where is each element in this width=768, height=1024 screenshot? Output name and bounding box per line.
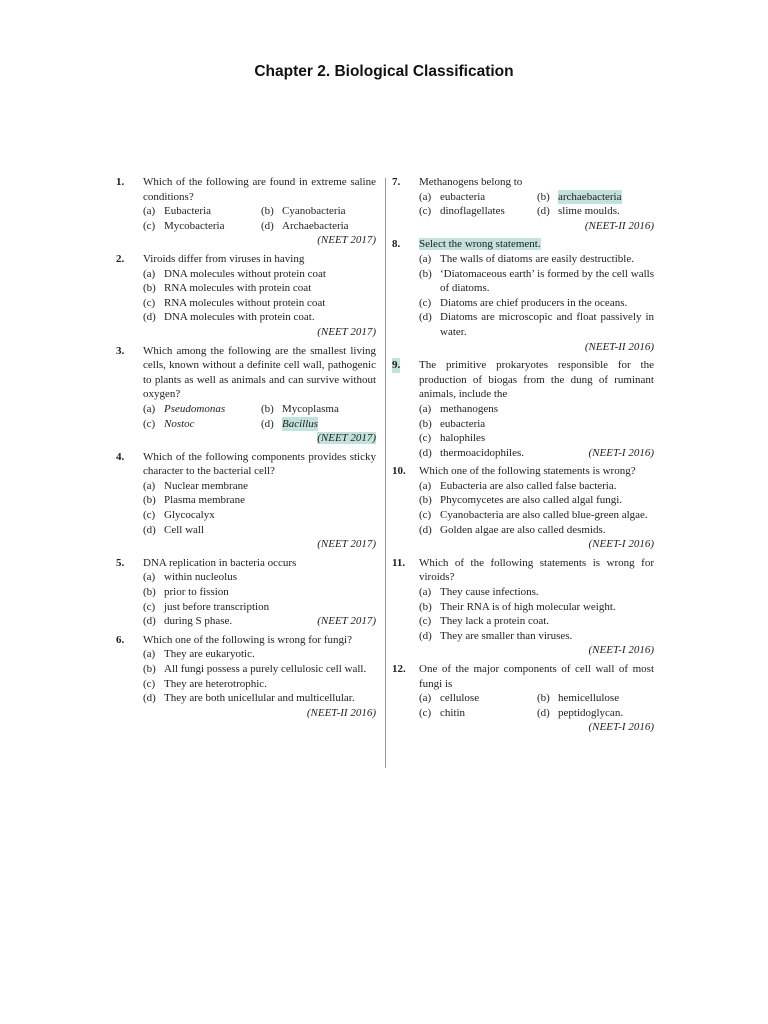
question-number: 5. <box>116 556 125 569</box>
question-stem: Which among the following are the smallest living cells, known without a definite cell wall, pathogenic to plants as well as animals and can survive without oxygen? <box>143 344 376 401</box>
exam-source: (NEET-I 2016) <box>588 538 654 551</box>
question-11 <box>392 556 654 658</box>
option-a: (a) They cause infections. <box>419 586 539 599</box>
column-divider <box>385 178 386 768</box>
question-12 <box>392 662 654 735</box>
question-number: 9. <box>392 359 401 372</box>
question-number: 4. <box>116 450 125 463</box>
option-a: (a) They are eukaryotic. <box>143 648 255 661</box>
option-c: (c) Nostoc <box>143 417 195 430</box>
question-9 <box>392 358 654 460</box>
option-c: (c) Glycocalyx <box>143 509 215 522</box>
option-b: (b) Their RNA is of high molecular weight. <box>419 600 616 613</box>
question-number: 12. <box>392 663 406 675</box>
exam-source: (NEET 2017) <box>317 615 376 628</box>
option-b: (b) hemicellulose <box>537 692 620 705</box>
exam-source: (NEET 2017) <box>317 432 376 445</box>
option-a: (a) cellulose <box>419 692 480 705</box>
option-b: (b) Cyanobacteria <box>261 205 346 218</box>
question-stem: Viroids differ from viruses in having <box>143 252 305 265</box>
options <box>143 402 376 431</box>
question-7 <box>392 175 654 233</box>
question-number: 7. <box>392 176 401 188</box>
question-8 <box>392 237 654 354</box>
option-d: (d) Cell wall <box>143 523 205 536</box>
option-d: (d) Golden algae are also called desmids. <box>419 523 606 536</box>
option-c: (c) Diatoms are chief producers in the oceans. <box>419 296 628 309</box>
question-3 <box>116 344 376 446</box>
option-b: (b) eubacteria <box>419 417 486 430</box>
question-2 <box>116 252 376 340</box>
option-b: (b) ‘Diatomaceous earth’ is formed by the cell walls of diatoms. <box>419 267 654 295</box>
question-number: 6. <box>116 633 125 646</box>
question-4 <box>116 450 376 552</box>
option-a: (a) methanogens <box>419 402 499 415</box>
option-c: (c) chitin <box>419 706 466 719</box>
right-column <box>392 175 654 739</box>
option-d: (d) Diatoms are microscopic and float passively in water. <box>419 311 654 338</box>
option-b: (b) Mycoplasma <box>261 402 339 415</box>
question-stem: The primitive prokaryotes responsible for the production of biogas from the dung of ruminant animals, include the <box>419 359 654 401</box>
question-number: 10. <box>392 465 406 478</box>
option-d: (d) Archaebacteria <box>261 219 349 232</box>
exam-source: (NEET-II 2016) <box>584 340 654 353</box>
left-column <box>116 175 376 724</box>
option-d: (d) thermoacidophiles. (NEET-I 2016) <box>419 446 654 459</box>
options <box>419 190 654 219</box>
question-number: 2. <box>116 252 125 265</box>
option-d: (d) peptidoglycan. <box>537 706 624 719</box>
exam-source: (NEET-II 2016) <box>306 706 376 719</box>
question-stem: Which of the following are found in extreme saline conditions? <box>143 176 376 203</box>
page-title: Chapter 2. Biological Classification <box>254 63 514 80</box>
option-c: (c) RNA molecules without protein coat <box>143 296 326 309</box>
option-c: (c) just before transcription <box>143 600 270 613</box>
question-1 <box>116 175 376 248</box>
options <box>419 691 654 720</box>
question-stem: Which of the following components provides sticky character to the bacterial cell? <box>143 450 376 478</box>
exam-source: (NEET 2017) <box>317 538 376 551</box>
option-c: (c) They lack a protein coat. <box>419 615 550 628</box>
option-b: (b) archaebacteria <box>537 190 622 203</box>
option-a: (a) Eubacteria are also called false bacteria. <box>419 479 617 492</box>
exam-source: (NEET 2017) <box>317 325 376 338</box>
question-stem: Which one of the following is wrong for fungi? <box>143 633 352 646</box>
question-stem: Which one of the following statements is wrong? <box>419 465 636 478</box>
option-c: (c) dinoflagellates <box>419 205 505 218</box>
exam-source: (NEET-I 2016) <box>588 644 654 657</box>
option-d: (d) They are both unicellular and multicellular. <box>143 692 355 705</box>
exam-source: (NEET-II 2016) <box>584 219 654 232</box>
question-number: 1. <box>116 176 125 188</box>
question-stem: Which of the following statements is wrong for viroids? <box>419 556 654 584</box>
option-d: (d) They are smaller than viruses. <box>419 629 573 642</box>
option-c: (c) Mycobacteria <box>143 219 225 232</box>
option-b: (b) Plasma membrane <box>143 494 245 507</box>
exam-source: (NEET-I 2016) <box>588 446 654 459</box>
option-a: (a) Nuclear membrane <box>143 479 248 492</box>
option-b: (b) All fungi possess a purely cellulosic cell wall. <box>143 663 367 675</box>
question-stem: One of the major components of cell wall of most fungi is <box>419 663 654 690</box>
exam-source: (NEET 2017) <box>317 234 376 247</box>
option-a: (a) The walls of diatoms are easily destructible. <box>419 252 634 265</box>
option-d: (d) slime moulds. <box>537 205 620 218</box>
question-number: 8. <box>392 238 401 251</box>
question-number: 11. <box>392 556 406 569</box>
option-d: (d) during S phase. (NEET 2017) <box>143 615 376 628</box>
option-a: (a) Pseudomonas <box>143 402 226 415</box>
question-stem: DNA replication in bacteria occurs <box>143 556 297 569</box>
option-a: (a) Eubacteria <box>143 205 212 218</box>
option-a: (a) eubacteria <box>419 190 486 203</box>
highlight-mark: Bacillus <box>282 417 319 430</box>
question-stem: Methanogens belong to <box>419 176 523 188</box>
option-c: (c) Cyanobacteria are also called blue-green algae. <box>419 509 648 522</box>
question-5 <box>116 556 376 629</box>
option-d: (d) DNA molecules with protein coat. <box>143 311 315 324</box>
option-c: (c) They are heterotrophic. <box>143 677 267 690</box>
option-d: (d) Bacillus <box>261 417 319 430</box>
question-6 <box>116 633 376 721</box>
option-b: (b) Phycomycetes are also called algal fungi. <box>419 494 623 507</box>
options <box>143 204 376 233</box>
question-stem: Select the wrong statement. <box>419 238 541 251</box>
option-c: (c) halophiles <box>419 432 486 445</box>
question-number: 3. <box>116 344 125 357</box>
question-10 <box>392 464 654 552</box>
option-b: (b) RNA molecules with protein coat <box>143 282 312 295</box>
option-b: (b) prior to fission <box>143 586 229 599</box>
option-a: (a) within nucleolus <box>143 571 238 584</box>
exam-source: (NEET-I 2016) <box>588 721 654 734</box>
option-a: (a) DNA molecules without protein coat <box>143 267 326 280</box>
highlight-mark: archaebacteria <box>558 190 622 203</box>
